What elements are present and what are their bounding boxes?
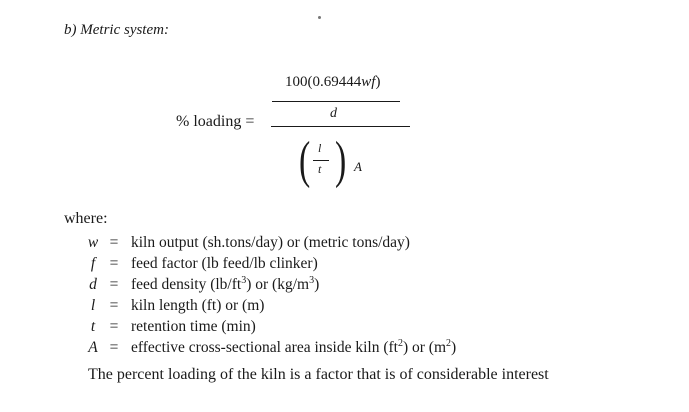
- section-heading: b) Metric system:: [64, 22, 169, 38]
- definition-equals: =: [109, 297, 119, 314]
- definition-symbol: d: [89, 276, 97, 293]
- main-fraction-bar: [271, 126, 410, 127]
- definition-equals: =: [109, 318, 119, 335]
- definition-text-part: feed density (lb/ft: [131, 276, 242, 293]
- definition-symbol: l: [90, 297, 96, 314]
- definition-symbol: t: [90, 318, 96, 335]
- numerator-suffix: ): [375, 74, 381, 90]
- area-variable: A: [354, 159, 362, 174]
- superscript: 2: [446, 337, 452, 349]
- equation-lhs: % loading =: [176, 113, 255, 130]
- definition-equals: =: [109, 339, 119, 356]
- definition-equals: =: [109, 255, 119, 272]
- superscript: 3: [309, 274, 315, 286]
- small-fraction-bar: [313, 160, 329, 161]
- definition-symbol: f: [90, 255, 96, 272]
- definition-equals: =: [109, 276, 119, 293]
- superscript: 2: [397, 337, 403, 349]
- left-parenthesis: (: [299, 132, 311, 189]
- fraction-bottom-variable: t: [318, 162, 322, 176]
- definition-text-part: ): [314, 276, 320, 293]
- right-parenthesis: ): [335, 132, 347, 189]
- closing-sentence: The percent loading of the kiln is a factor that is of considerable interest: [88, 366, 549, 383]
- fraction-top-variable: l: [318, 141, 322, 155]
- definition-text-part: effective cross-sectional area inside kiln (ft: [131, 339, 398, 356]
- definition-text: [131, 276, 319, 294]
- definition-symbol: w: [87, 234, 99, 251]
- definition-text: [131, 339, 456, 357]
- definition-symbol: A: [88, 339, 98, 356]
- superscript: 3: [241, 274, 247, 286]
- numerator-prefix: 100(0.69444: [285, 74, 362, 90]
- definition-text: kiln length (ft) or (m): [131, 297, 265, 314]
- definition-text-part: ) or (kg/m: [246, 276, 310, 293]
- definition-text-part: ): [451, 339, 457, 356]
- definition-text: kiln output (sh.tons/day) or (metric tons/day): [131, 234, 410, 251]
- definition-text-part: ) or (m: [402, 339, 447, 356]
- where-label: where:: [64, 210, 108, 227]
- inner-fraction-bar: [272, 101, 400, 102]
- equation-numerator: [285, 74, 380, 91]
- definition-text: retention time (min): [131, 318, 256, 335]
- inner-denominator: d: [330, 106, 337, 121]
- definition-text: feed factor (lb feed/lb clinker): [131, 255, 318, 272]
- definition-equals: =: [109, 234, 119, 251]
- stray-mark: [318, 16, 321, 19]
- numerator-variable: wf: [361, 74, 376, 90]
